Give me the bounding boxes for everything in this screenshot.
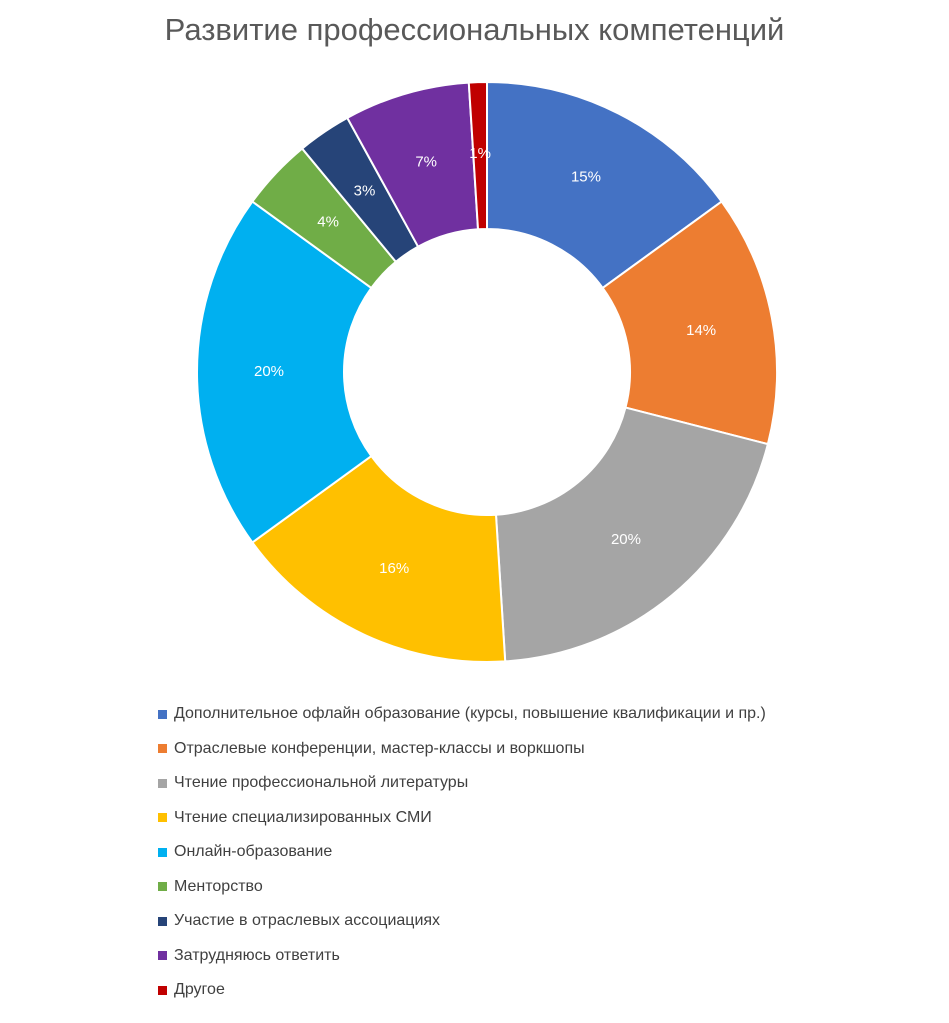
legend-label-5: Онлайн-образование — [174, 843, 333, 861]
legend-label-9: Другое — [174, 981, 225, 999]
donut-chart — [0, 60, 949, 680]
legend-item-8 — [158, 939, 918, 974]
legend-swatch-4 — [158, 813, 167, 822]
legend-swatch-5 — [158, 848, 167, 857]
legend-label-1: Дополнительное офлайн образование (курсы, повышение квалификации и пр.) — [174, 705, 766, 723]
legend-item-5 — [158, 835, 918, 870]
legend — [158, 697, 918, 1008]
legend-label-2: Отраслевые конференции, мастер-классы и воркшопы — [174, 739, 585, 757]
slice-data-label-3: 20% — [610, 530, 641, 548]
legend-item-4 — [158, 801, 918, 836]
slice-data-label-9: 1% — [469, 145, 491, 163]
slice-data-label-2: 14% — [686, 322, 717, 340]
legend-swatch-8 — [158, 951, 167, 960]
slice-data-label-5: 20% — [253, 362, 285, 380]
legend-item-7 — [158, 904, 918, 939]
slice-data-label-7: 3% — [353, 182, 376, 200]
slice-data-label-6: 4% — [317, 213, 339, 231]
chart-title: Развитие профессиональных компетенций — [164, 12, 785, 47]
legend-item-9 — [158, 973, 918, 1008]
legend-item-3 — [158, 766, 918, 801]
legend-label-6: Менторство — [174, 877, 263, 895]
legend-swatch-3 — [158, 779, 167, 788]
legend-swatch-2 — [158, 744, 167, 753]
legend-label-3: Чтение профессиональной литературы — [174, 774, 469, 792]
legend-swatch-6 — [158, 882, 167, 891]
slice-data-label-1: 15% — [570, 168, 601, 186]
legend-label-7: Участие в отраслевых ассоциациях — [174, 912, 441, 930]
legend-swatch-1 — [158, 710, 167, 719]
legend-swatch-9 — [158, 986, 167, 995]
legend-label-8: Затрудняюсь ответить — [174, 946, 340, 964]
legend-swatch-7 — [158, 917, 167, 926]
legend-item-6 — [158, 870, 918, 905]
slice-data-label-8: 7% — [415, 153, 438, 171]
legend-item-1 — [158, 697, 918, 732]
slice-data-label-4: 16% — [379, 560, 410, 578]
legend-label-4: Чтение специализированных СМИ — [174, 808, 432, 826]
legend-item-2 — [158, 732, 918, 767]
